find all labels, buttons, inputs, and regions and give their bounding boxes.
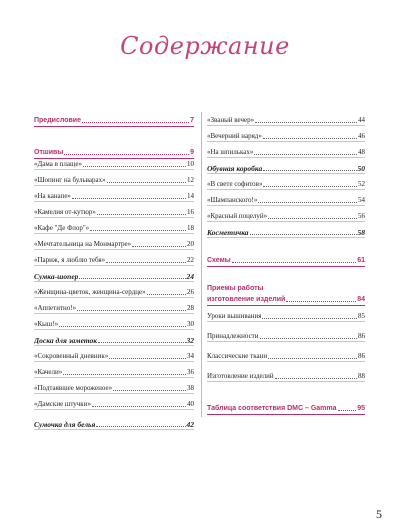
toc-leader-dots bbox=[96, 425, 185, 427]
toc-entry-label: «Шампанского!» bbox=[207, 196, 258, 204]
toc-entry-label: «Аппетитно!» bbox=[34, 304, 77, 312]
toc-entry-label: Схемы bbox=[207, 257, 231, 264]
toc-entry[interactable] bbox=[207, 330, 365, 342]
toc-entry-page: 54 bbox=[358, 196, 365, 204]
toc-entry-label: «Дамские штучки» bbox=[34, 400, 91, 408]
toc-subsection[interactable] bbox=[207, 162, 365, 174]
toc-entry-label: «Сокровенный дневник» bbox=[34, 352, 109, 360]
toc-entry-page: 10 bbox=[187, 160, 194, 168]
toc-entry[interactable] bbox=[34, 286, 194, 298]
toc-entry-page: 26 bbox=[187, 288, 194, 296]
toc-entry-page: 14 bbox=[187, 192, 194, 200]
toc-leader-dots bbox=[64, 153, 189, 155]
toc-entry[interactable] bbox=[207, 146, 365, 158]
toc-entry-page: 7 bbox=[190, 117, 194, 124]
toc-entry[interactable] bbox=[207, 210, 365, 222]
toc-entry-label: Косметичка bbox=[207, 228, 249, 237]
toc-entry-page: 46 bbox=[358, 132, 365, 140]
section-underline bbox=[207, 305, 365, 306]
toc-entry[interactable] bbox=[207, 370, 365, 382]
toc-entry-label: «Мечтательница на Монмартре» bbox=[34, 240, 132, 248]
toc-entry[interactable] bbox=[34, 350, 194, 362]
toc-entry-label: «На канапе» bbox=[34, 192, 71, 200]
toc-entry-label: Предисловие bbox=[34, 117, 81, 124]
toc-entry[interactable] bbox=[207, 194, 365, 206]
toc-entry-label: Сумочка для белья bbox=[34, 420, 96, 429]
toc-entry[interactable] bbox=[34, 190, 194, 202]
toc-leader-dots bbox=[258, 201, 357, 203]
toc-entry-page: 34 bbox=[187, 352, 194, 360]
toc-entry[interactable] bbox=[34, 238, 194, 250]
toc-entry-page: 58 bbox=[357, 228, 365, 237]
toc-subsection[interactable] bbox=[34, 334, 194, 346]
toc-entry[interactable] bbox=[34, 382, 194, 394]
toc-subsection[interactable] bbox=[207, 226, 365, 238]
toc-entry-label: Таблица соответствия DMC – Gamma bbox=[207, 405, 337, 412]
toc-entry-label: «На шпильках» bbox=[207, 148, 254, 156]
toc-entry[interactable] bbox=[34, 398, 194, 410]
toc-entry-page: 85 bbox=[358, 312, 365, 320]
toc-leader-dots bbox=[263, 137, 357, 139]
toc-entry-label: «Красный поцелуй» bbox=[207, 212, 268, 220]
toc-entry-label: Уроки вышивания bbox=[207, 312, 262, 320]
toc-entry-page: 40 bbox=[187, 400, 194, 408]
toc-leader-dots bbox=[263, 169, 356, 171]
toc-leader-dots bbox=[72, 197, 186, 199]
toc-entry-label: «Подтаявшее мороженое» bbox=[34, 384, 113, 392]
toc-entry-page: 20 bbox=[187, 240, 194, 248]
section-underline bbox=[207, 266, 365, 267]
toc-entry-page: 44 bbox=[358, 116, 365, 124]
toc-entry-label: «Женщина-цветок, женщина-сердце» bbox=[34, 288, 146, 296]
toc-entry-page: 22 bbox=[187, 256, 194, 264]
toc-leader-dots bbox=[275, 377, 357, 379]
toc-leader-dots bbox=[106, 261, 186, 263]
toc-leader-dots bbox=[268, 357, 357, 359]
toc-entry[interactable] bbox=[34, 174, 194, 186]
toc-leader-dots bbox=[97, 213, 186, 215]
toc-entry-label: «Шопинг на бульварах» bbox=[34, 176, 106, 184]
toc-entry-label: «Париж, я люблю тебя» bbox=[34, 256, 106, 264]
toc-entry-page: 61 bbox=[357, 257, 365, 264]
toc-leader-dots bbox=[107, 181, 186, 183]
toc-entry-page: 95 bbox=[357, 405, 365, 412]
toc-leader-dots bbox=[90, 229, 186, 231]
toc-leader-dots bbox=[232, 261, 356, 263]
toc-entry[interactable] bbox=[34, 222, 194, 234]
toc-entry-page: 48 bbox=[358, 148, 365, 156]
toc-entry-page: 42 bbox=[186, 420, 194, 429]
toc-entry[interactable] bbox=[207, 130, 365, 142]
toc-entry-label: Изготовление изделий bbox=[207, 372, 274, 380]
toc-entry-page: 56 bbox=[358, 212, 365, 220]
toc-leader-dots bbox=[338, 409, 357, 411]
toc-entry-page: 86 bbox=[358, 332, 365, 340]
toc-entry-page: 38 bbox=[187, 384, 194, 392]
toc-entry-label: Приемы работы bbox=[207, 285, 264, 292]
toc-entry-label: Обувная коробка bbox=[207, 164, 263, 173]
toc-entry[interactable] bbox=[34, 158, 194, 170]
page-number: 5 bbox=[376, 507, 382, 521]
toc-entry-label: «Кафе "Де Флор"» bbox=[34, 224, 90, 232]
toc-entry-label: Классические ткани bbox=[207, 352, 268, 360]
toc-entry-label: «Званый вечер» bbox=[207, 116, 255, 124]
toc-entry-label: «Дама в плаще» bbox=[34, 160, 83, 168]
toc-entry-label: Принадлежности bbox=[207, 332, 259, 340]
toc-entry[interactable] bbox=[207, 114, 365, 126]
column-divider bbox=[201, 112, 202, 417]
toc-entry-label: Сумка-шопер bbox=[34, 272, 79, 281]
toc-section[interactable] bbox=[207, 293, 365, 304]
toc-subsection[interactable] bbox=[34, 270, 194, 282]
toc-entry-page: 18 bbox=[187, 224, 194, 232]
toc-entry-page: 28 bbox=[187, 304, 194, 312]
toc-entry-label: изготовление изделий bbox=[207, 296, 286, 303]
toc-entry-label: «Кыш!» bbox=[34, 320, 59, 328]
toc-leader-dots bbox=[109, 357, 186, 359]
toc-leader-dots bbox=[98, 341, 185, 343]
toc-subsection[interactable] bbox=[34, 418, 194, 430]
toc-entry-label: «Камелия от-кутюр» bbox=[34, 208, 96, 216]
toc-entry-page: 12 bbox=[187, 176, 194, 184]
toc-entry[interactable] bbox=[207, 310, 365, 322]
toc-entry-label: Доска для заметок bbox=[34, 336, 98, 345]
toc-entry-page: 88 bbox=[358, 372, 365, 380]
toc-entry-label: «В свете софитов» bbox=[207, 180, 263, 188]
toc-leader-dots bbox=[255, 121, 357, 123]
toc-leader-dots bbox=[82, 121, 189, 123]
toc-leader-dots bbox=[83, 165, 186, 167]
toc-section[interactable] bbox=[207, 402, 365, 413]
page-title: Содержание bbox=[120, 32, 290, 60]
toc-entry[interactable] bbox=[34, 302, 194, 314]
toc-leader-dots bbox=[63, 373, 186, 375]
toc-entry-page: 16 bbox=[187, 208, 194, 216]
toc-section[interactable] bbox=[34, 146, 194, 157]
toc-section[interactable] bbox=[207, 254, 365, 265]
toc-leader-dots bbox=[79, 277, 185, 279]
toc-leader-dots bbox=[59, 325, 186, 327]
toc-leader-dots bbox=[286, 300, 356, 302]
toc-leader-dots bbox=[113, 389, 186, 391]
toc-entry-page: 84 bbox=[357, 296, 365, 303]
toc-entry[interactable] bbox=[207, 350, 365, 362]
toc-entry[interactable] bbox=[207, 178, 365, 190]
toc-leader-dots bbox=[260, 337, 358, 339]
toc-leader-dots bbox=[77, 309, 186, 311]
toc-entry-label: «Качели» bbox=[34, 368, 63, 376]
toc-entry-page: 36 bbox=[187, 368, 194, 376]
section-underline bbox=[207, 414, 365, 415]
toc-entry-page: 9 bbox=[190, 149, 194, 156]
toc-leader-dots bbox=[147, 293, 186, 295]
toc-leader-dots bbox=[262, 317, 357, 319]
toc-leader-dots bbox=[92, 405, 186, 407]
toc-entry-page: 30 bbox=[187, 320, 194, 328]
toc-leader-dots bbox=[132, 245, 186, 247]
toc-leader-dots bbox=[263, 185, 357, 187]
toc-entry[interactable] bbox=[34, 206, 194, 218]
toc-entry-label: «Вечерний наряд» bbox=[207, 132, 262, 140]
toc-entry[interactable] bbox=[34, 366, 194, 378]
toc-entry-label: Отшивы bbox=[34, 149, 64, 156]
toc-section[interactable] bbox=[34, 114, 194, 125]
toc-leader-dots bbox=[250, 233, 357, 235]
toc-entry-page: 50 bbox=[357, 164, 365, 173]
toc-entry[interactable] bbox=[34, 318, 194, 330]
toc-entry[interactable] bbox=[34, 254, 194, 266]
section-underline bbox=[34, 126, 194, 127]
toc-entry-page: 24 bbox=[186, 272, 194, 281]
toc-leader-dots bbox=[268, 217, 357, 219]
toc-section[interactable] bbox=[207, 282, 365, 293]
toc-leader-dots bbox=[254, 153, 357, 155]
toc-entry-page: 86 bbox=[358, 352, 365, 360]
toc-entry-page: 32 bbox=[186, 336, 194, 345]
toc-entry-page: 52 bbox=[358, 180, 365, 188]
